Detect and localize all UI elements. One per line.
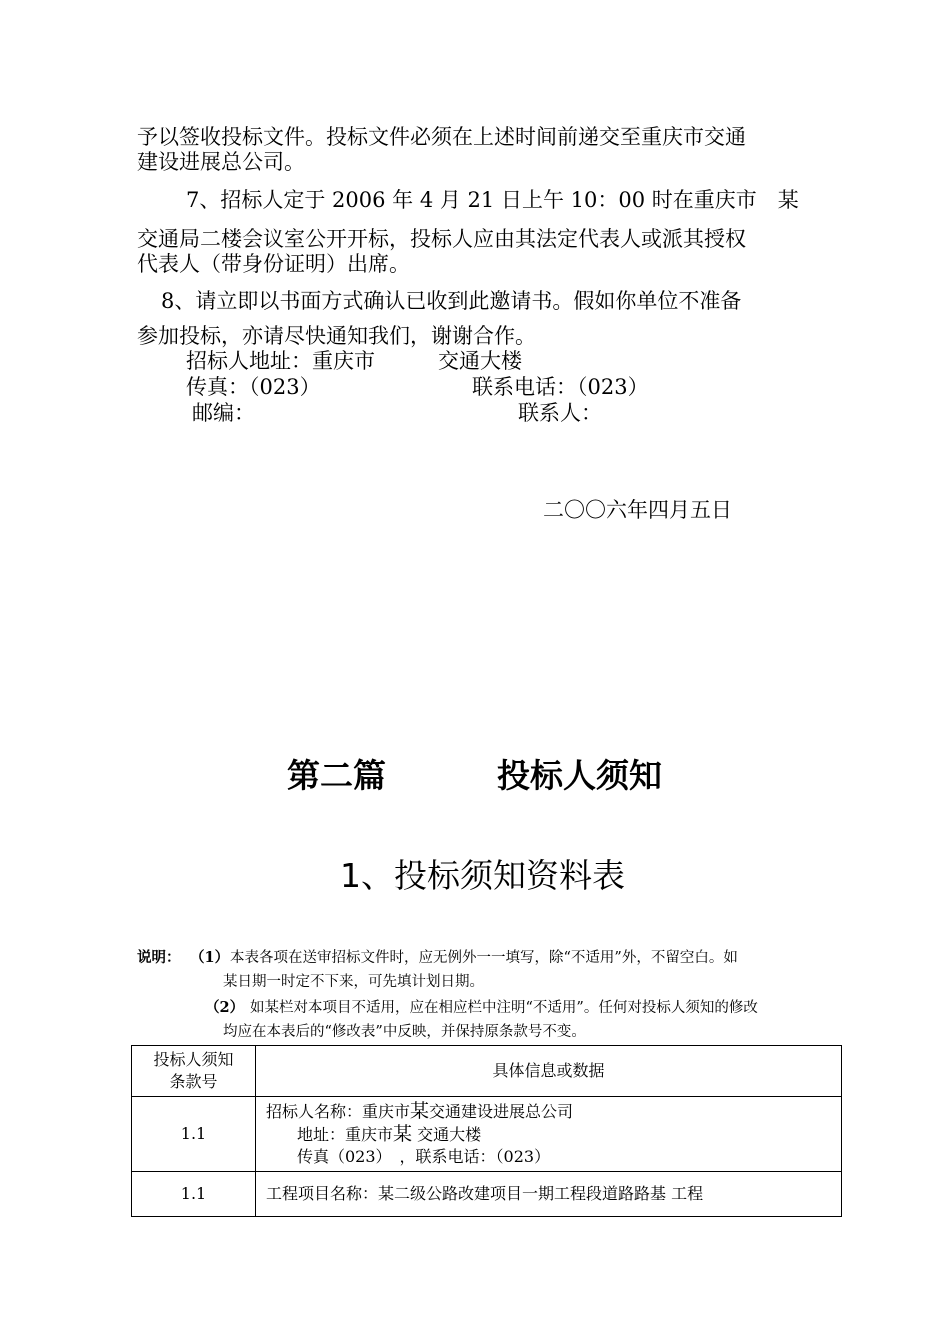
letter-date: 二〇〇六年四月五日 xyxy=(543,498,732,522)
header-info-cell: 具体信息或数据 xyxy=(256,1046,842,1097)
clause-number: 1.1 xyxy=(132,1172,256,1217)
section-title: 1、投标须知资料表 xyxy=(340,856,625,895)
item-8-line-2: 参加投标，亦请尽快通知我们，谢谢合作。 xyxy=(137,324,536,348)
header-clause-cell xyxy=(132,1046,256,1097)
table-row xyxy=(132,1172,842,1217)
fax-line: 传真：（023） xyxy=(186,375,321,399)
part-title-text: 投标人须知 xyxy=(497,756,662,795)
note-1-number: （1） xyxy=(190,949,230,966)
note-1-continued: 某日期一时定不下来，可先填计划日期。 xyxy=(223,974,484,990)
table-header-row xyxy=(132,1046,842,1097)
letter-line-2: 建设进展总公司。 xyxy=(137,150,305,174)
data-table xyxy=(131,1045,842,1217)
tenderer-table-address: 地址：重庆市某 交通大楼 xyxy=(297,1123,482,1145)
item-7-line-1: 7、招标人定于 2006 年 4 月 21 日上午 10：00 时在重庆市 某 xyxy=(186,188,799,212)
note-2-text: 如某栏对本项目不适用，应在相应栏中注明“不适用”。任何对投标人须知的修改 xyxy=(250,1000,758,1016)
tenderer-address: 招标人地址：重庆市 交通大楼 xyxy=(186,349,522,373)
notes-label: 说明： xyxy=(137,949,181,966)
phone-line: 联系电话：（023） xyxy=(472,375,649,399)
header-clause-line-1: 投标人须知 xyxy=(153,1050,234,1069)
part-title-number: 第二篇 xyxy=(287,756,386,795)
project-name: 工程项目名称：某二级公路改建项目一期工程段道路路基 工程 xyxy=(256,1172,842,1217)
clause-number: 1.1 xyxy=(132,1097,256,1172)
item-7-line-2: 交通局二楼会议室公开开标，投标人应由其法定代表人或派其授权 xyxy=(137,227,746,251)
item-7-line-3: 代表人（带身份证明）出席。 xyxy=(137,252,410,276)
header-clause-line-2: 条款号 xyxy=(169,1072,218,1091)
note-2-number: （2） xyxy=(205,999,245,1016)
postcode-line: 邮编： xyxy=(192,401,255,425)
tenderer-table-contact: 传真（023） ，联系电话：（023） xyxy=(297,1147,551,1166)
tenderer-name: 招标人名称：重庆市某交通建设进展总公司 xyxy=(266,1100,574,1122)
note-2-continued: 均应在本表后的“修改表”中反映，并保持原条款号不变。 xyxy=(223,1024,586,1040)
item-8-line-1: 8、请立即以书面方式确认已收到此邀请书。假如你单位不准备 xyxy=(161,289,742,313)
contact-line: 联系人： xyxy=(518,401,602,425)
info-cell xyxy=(256,1097,842,1172)
letter-line-1: 予以签收投标文件。投标文件必须在上述时间前递交至重庆市交通 xyxy=(137,125,746,149)
table-row xyxy=(132,1097,842,1172)
note-1-text: 本表各项在送审招标文件时，应无例外一一填写，除“不适用”外，不留空白。如 xyxy=(230,950,738,966)
